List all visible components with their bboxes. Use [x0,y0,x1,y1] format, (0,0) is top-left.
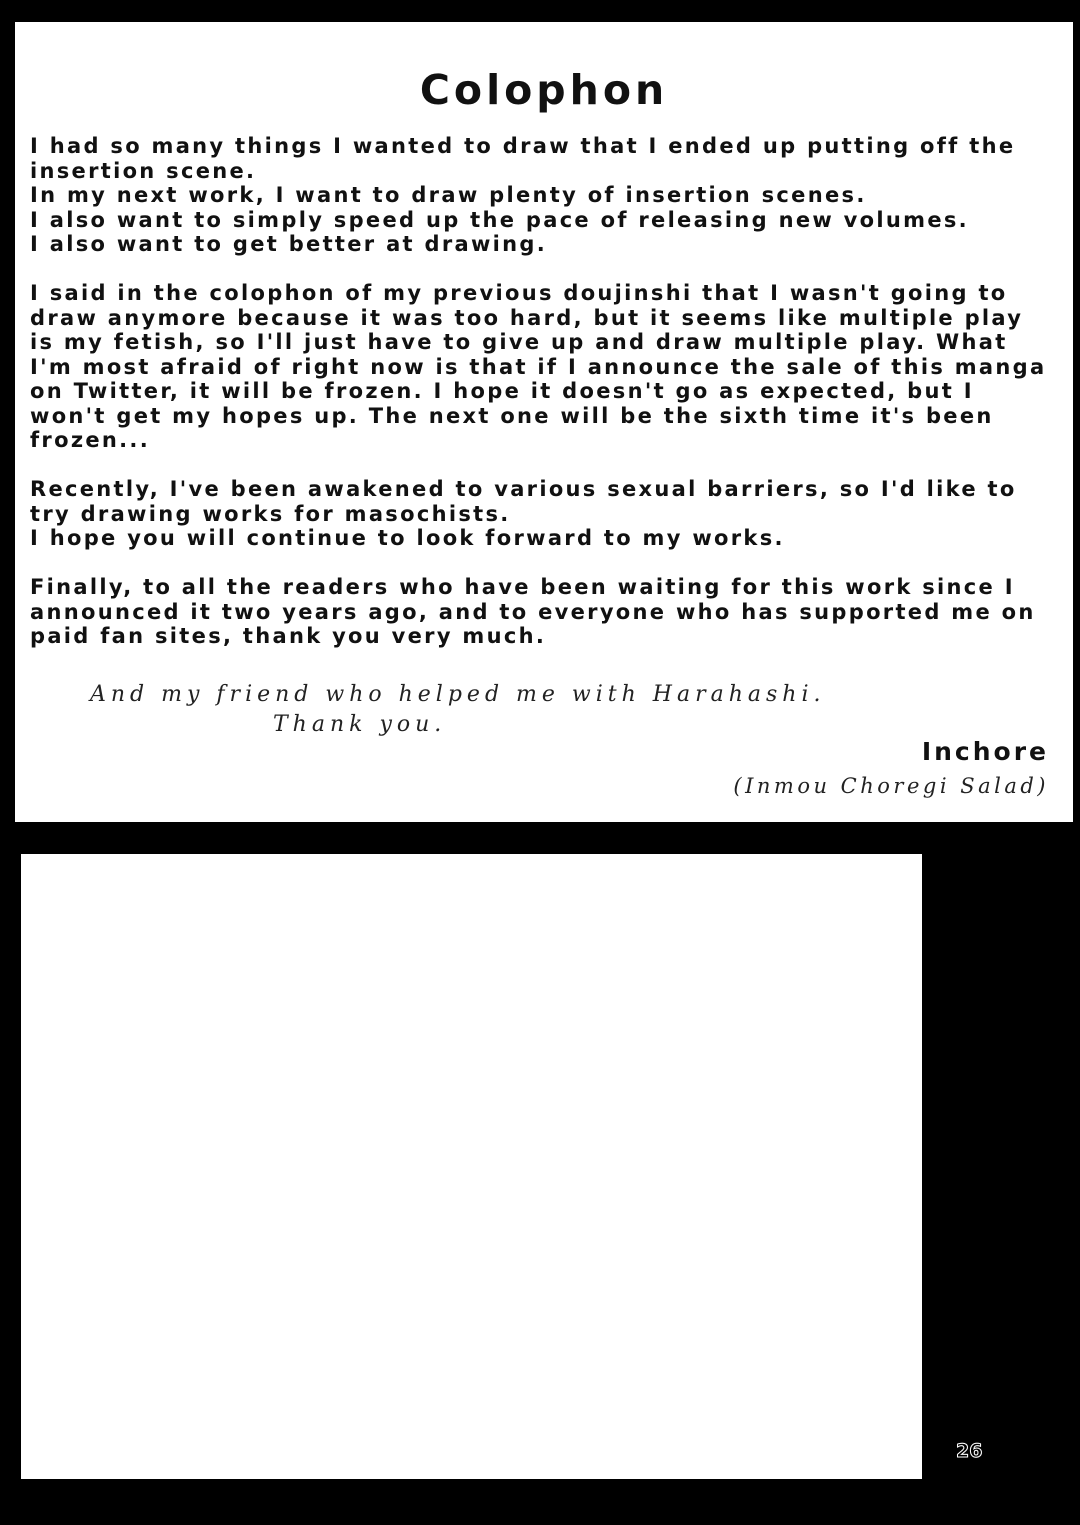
handwritten-thanks-line-1: And my friend who helped me with Harahashi. [90,682,826,707]
colophon-paragraph-1: I had so many things I wanted to draw that I ended up putting off the insertion scene. In my next work, I want to draw plenty of insertion scenes. I also want to simply speed up the pace of releasing new volumes. I also want to get better at drawing. [30,134,1016,256]
colophon-paragraph-2: I said in the colophon of my previous doujinshi that I wasn't going to draw anymore because it was too hard, but it seems like multiple play is my fetish, so I'll just have to give up and draw multiple play. What I'm most afraid of right now is that if I announce the sale of this manga on Twitter, it will be frozen. I hope it doesn't go as expected, but I won't get my hopes up. The next one will be the sixth time it's been frozen... [30,281,1047,452]
colophon-paragraph-4: Finally, to all the readers who have been waiting for this work since I announced it two years ago, and to everyone who has supported me on paid fan sites, thank you very much. [30,575,1036,648]
author-signature: Inchore [921,737,1049,766]
circle-name: (Inmou Choregi Salad) [733,774,1049,798]
page-number: 26 [956,1440,983,1462]
colophon-title: Colophon [419,66,669,114]
blank-panel [21,854,922,1479]
handwritten-thanks-line-2: Thank you. [273,712,447,737]
colophon-paragraph-3: Recently, I've been awakened to various sexual barriers, so I'd like to try drawing works for masochists. I hope you will continue to look forward to my works. [30,477,1017,550]
colophon-panel [15,22,1073,822]
colophon-body [30,134,1080,649]
